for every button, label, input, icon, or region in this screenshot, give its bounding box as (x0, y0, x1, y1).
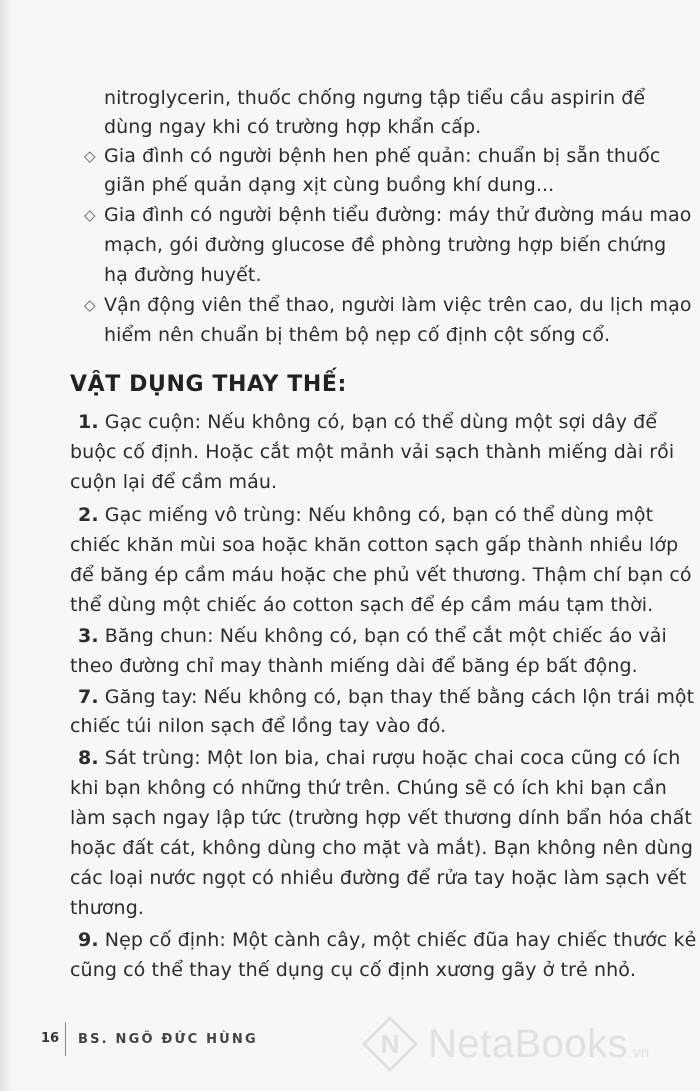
item-number: 1. (78, 411, 99, 433)
item-text: Nẹp cố định: Một cành cây, một chiếc đũa hay chiếc thước kẻ (104, 929, 697, 951)
item-line: làm sạch ngay lập tức (trường hợp vết thương dính bẩn hóa chất (70, 807, 692, 829)
item-number: 7. (78, 686, 99, 708)
item-line: các loại nước ngọt có nhiều đường để rửa tay hoặc làm sạch vết (70, 867, 687, 889)
page-edge (0, 0, 12, 1091)
svg-text:N: N (380, 1029, 400, 1059)
numbered-item-line (78, 409, 657, 435)
watermark (362, 1012, 692, 1076)
item-line: hoặc đất cát, không dùng cho mặt và mắt). Bạn không nên dùng (70, 837, 694, 859)
bullet-line: hạ đường huyết. (104, 264, 262, 286)
diamond-bullet-icon: ◇ (84, 296, 96, 314)
bullet-line: Gia đình có người bệnh tiểu đường: máy thử đường máu mao (104, 204, 692, 226)
bullet-line: Vận động viên thể thao, người làm việc trên cao, du lịch mạo (104, 294, 692, 316)
item-line: thể dùng một chiếc áo cotton sạch để ép cầm máu tạm thời. (70, 594, 654, 616)
numbered-item-line (78, 502, 653, 528)
item-text: Băng chun: Nếu không có, bạn có thể cắt một chiếc áo vải (104, 625, 667, 647)
numbered-item-line (78, 623, 667, 649)
item-number: 8. (78, 747, 99, 769)
page-footer (35, 1022, 258, 1056)
item-line: chiếc túi nilon sạch để lồng tay vào đó. (70, 715, 447, 737)
intro-line: nitroglycerin, thuốc chống ngưng tập tiểu cầu aspirin để (104, 87, 646, 109)
diamond-bullet-icon: ◇ (84, 147, 96, 165)
item-line: theo đường chỉ may thành miếng dài để băng ép bất động. (70, 655, 638, 677)
watermark-brand: NetaBooks (428, 1022, 629, 1066)
watermark-suffix: .vn (628, 1044, 650, 1061)
intro-line: dùng ngay khi có trường hợp khẩn cấp. (104, 116, 482, 138)
numbered-item-line (78, 684, 694, 710)
item-line: cũng có thể thay thế dụng cụ cố định xương gãy ở trẻ nhỏ. (70, 959, 637, 981)
item-text: Găng tay: Nếu không có, bạn thay thế bằng cách lộn trái một (104, 686, 695, 708)
item-line: buộc cố định. Hoặc cắt một mảnh vải sạch thành miếng dài rồi (70, 441, 675, 463)
section-heading: VẬT DỤNG THAY THẾ: (70, 372, 347, 397)
bullet-line: hiểm nên chuẩn bị thêm bộ nẹp cố định cột sống cổ. (104, 324, 611, 346)
item-number: 3. (78, 625, 99, 647)
item-number: 9. (78, 929, 99, 951)
item-text: Gạc miếng vô trùng: Nếu không có, bạn có thể dùng một (104, 504, 654, 526)
item-line: cuộn lại để cầm máu. (70, 471, 278, 493)
bullet-line: Gia đình có người bệnh hen phế quản: chuẩn bị sẵn thuốc (104, 145, 661, 167)
bullet-line: giãn phế quản dạng xịt cùng buồng khí dung... (104, 174, 555, 196)
item-line: chiếc khăn mùi soa hoặc khăn cotton sạch gấp thành nhiều lớp (70, 534, 679, 556)
watermark-text (428, 1020, 650, 1077)
item-number: 2. (78, 504, 99, 526)
bullet-line: mạch, gói đường glucose đề phòng trường hợp biến chứng (104, 234, 667, 256)
author-name: BS. NGÔ ĐỨC HÙNG (78, 1031, 258, 1047)
item-line: thương. (70, 897, 145, 919)
numbered-item-line (78, 927, 696, 953)
item-line: để băng ép cầm máu hoặc che phủ vết thương. Thậm chí bạn có (70, 564, 692, 586)
numbered-item-line (78, 745, 680, 771)
item-text: Sát trùng: Một lon bia, chai rượu hoặc chai coca cũng có ích (104, 747, 681, 769)
item-text: Gạc cuộn: Nếu không có, bạn có thể dùng một sợi dây để (104, 411, 658, 433)
netabooks-logo-icon (362, 1016, 418, 1072)
page-number: 16 (35, 1022, 66, 1056)
diamond-bullet-icon: ◇ (84, 206, 96, 224)
item-line: khi bạn không có những thứ trên. Chúng sẽ có ích khi bạn cần (70, 777, 667, 799)
